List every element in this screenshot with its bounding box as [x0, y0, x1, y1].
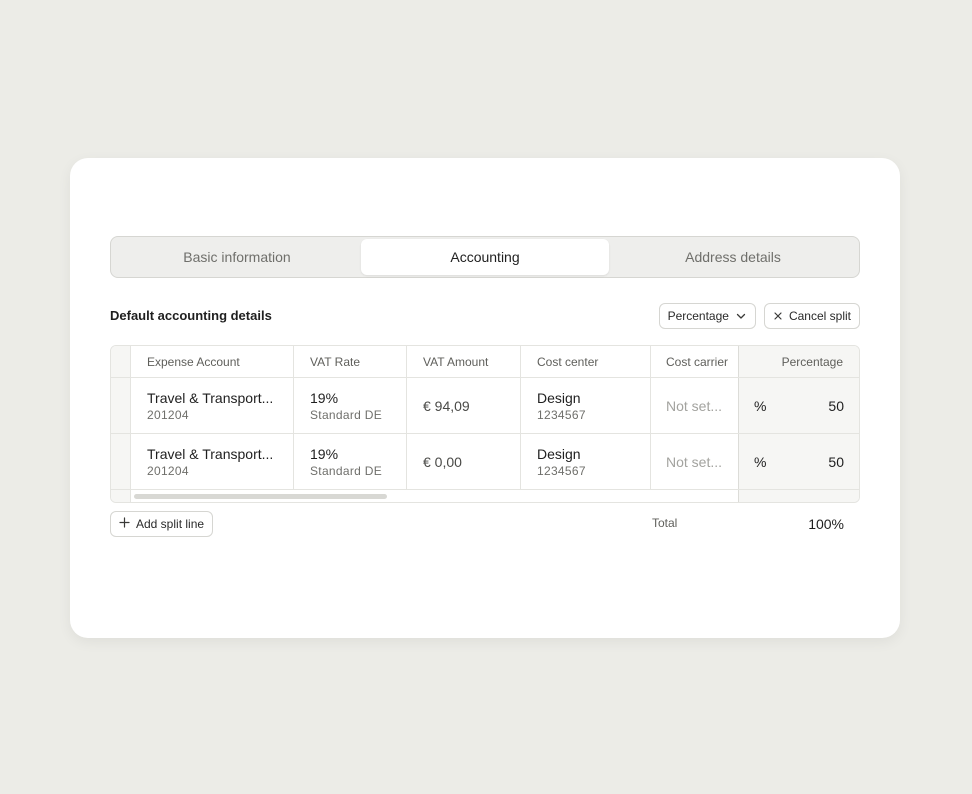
vat-amount-cell[interactable]: [407, 434, 521, 489]
cancel-split-label: Cancel split: [788, 309, 851, 323]
tab-basic-information[interactable]: Basic information: [183, 249, 291, 265]
vat-rate-label: Standard DE: [310, 407, 383, 422]
section-title: Default accounting details: [110, 308, 272, 323]
percentage-value: 50: [828, 398, 844, 414]
table-row: [111, 378, 859, 434]
cost-center-cell[interactable]: [521, 434, 651, 489]
vat-rate-label: Standard DE: [310, 463, 383, 478]
column-header: Cost center: [521, 346, 651, 377]
vat-rate-cell[interactable]: [294, 434, 407, 489]
tab-address-details[interactable]: Address details: [685, 249, 781, 265]
vat-amount-value: € 94,09: [423, 397, 470, 414]
expense-account-name: Travel & Transport...: [147, 389, 274, 406]
percent-symbol: %: [754, 398, 767, 414]
cost-center-code: 1234567: [537, 407, 586, 422]
percentage-input[interactable]: [738, 378, 859, 434]
cost-carrier-placeholder: Not set...: [666, 453, 723, 470]
percentage-value: 50: [828, 454, 844, 470]
cost-carrier-cell[interactable]: [651, 434, 739, 489]
percent-symbol: %: [754, 454, 767, 470]
vat-amount-value: € 0,00: [423, 453, 462, 470]
expense-account-cell[interactable]: [131, 434, 294, 489]
table-header: [111, 346, 859, 378]
column-header: Expense Account: [131, 346, 294, 377]
cost-center-cell[interactable]: [521, 378, 651, 433]
cost-carrier-cell[interactable]: [651, 378, 739, 433]
percentage-input[interactable]: [738, 434, 859, 490]
expense-account-code: 201204: [147, 463, 189, 478]
table-row: [111, 434, 859, 490]
column-header: Cost carrier: [666, 354, 729, 369]
cancel-split-button[interactable]: [764, 303, 860, 329]
expense-account-cell[interactable]: [131, 378, 294, 433]
expense-account-code: 201204: [147, 407, 189, 422]
split-mode-value: Percentage: [667, 309, 729, 323]
chevron-down-icon: [735, 310, 747, 322]
column-header: VAT Amount: [407, 346, 521, 377]
expense-account-name: Travel & Transport...: [147, 445, 274, 462]
cost-center-code: 1234567: [537, 463, 586, 478]
split-table: [110, 345, 860, 503]
plus-icon: [119, 517, 130, 531]
horizontal-scrollbar[interactable]: [134, 494, 387, 499]
accounting-card: [70, 158, 900, 638]
split-mode-select[interactable]: [659, 303, 756, 329]
column-header: VAT Rate: [294, 346, 407, 377]
cost-center-name: Design: [537, 389, 581, 406]
add-split-line-button[interactable]: [110, 511, 213, 537]
vat-amount-cell[interactable]: [407, 378, 521, 433]
total-value: 100%: [808, 516, 844, 532]
split-controls: [659, 303, 860, 329]
vat-rate-value: 19%: [310, 389, 339, 406]
cost-center-name: Design: [537, 445, 581, 462]
cost-carrier-placeholder: Not set...: [666, 397, 723, 414]
total-label: Total: [652, 516, 678, 530]
add-split-line-label: Add split line: [136, 517, 205, 531]
close-icon: [773, 311, 783, 321]
vat-rate-cell[interactable]: [294, 378, 407, 433]
tab-bar: [110, 236, 860, 278]
column-header: Percentage: [781, 355, 843, 369]
vat-rate-value: 19%: [310, 445, 339, 462]
tab-accounting[interactable]: Accounting: [361, 239, 609, 275]
